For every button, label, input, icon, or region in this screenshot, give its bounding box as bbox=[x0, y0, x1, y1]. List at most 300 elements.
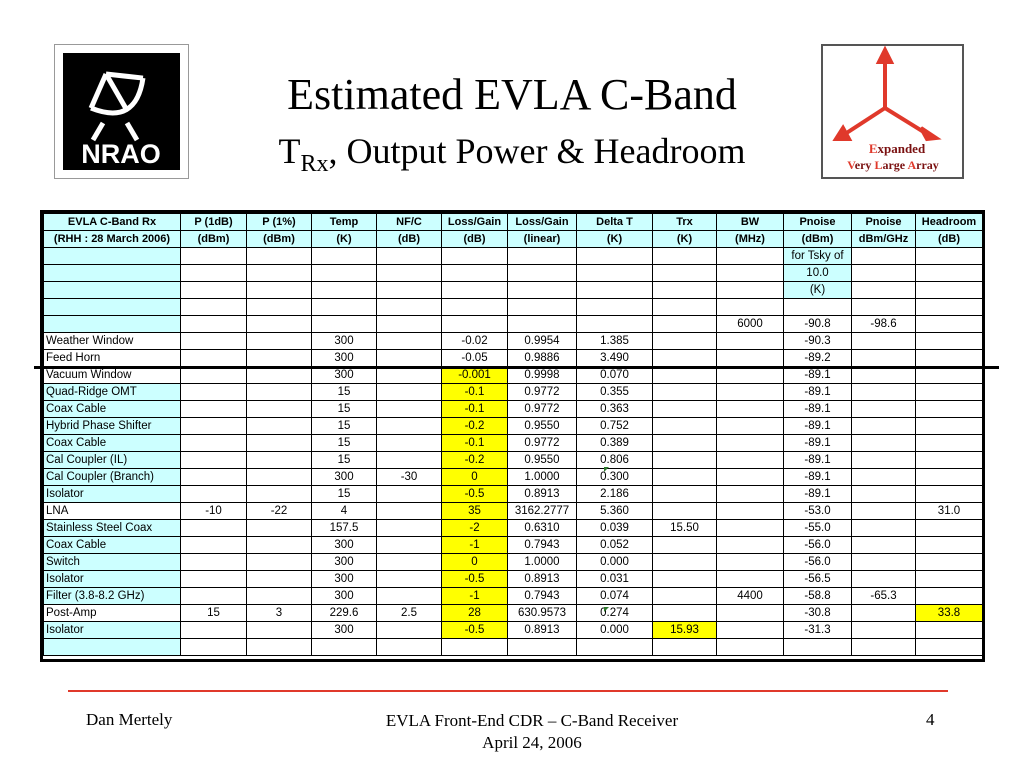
table-cell: -55.0 bbox=[784, 520, 852, 537]
table-cell bbox=[916, 248, 983, 265]
table-cell bbox=[717, 503, 784, 520]
table-cell bbox=[247, 367, 312, 384]
table-cell bbox=[377, 418, 442, 435]
table-cell bbox=[181, 401, 247, 418]
table-cell: -65.3 bbox=[852, 588, 916, 605]
table-cell bbox=[181, 588, 247, 605]
table-cell: 15 bbox=[312, 418, 377, 435]
column-unit: (K) bbox=[312, 231, 377, 248]
table-cell bbox=[717, 418, 784, 435]
table-row bbox=[44, 299, 983, 316]
table-cell bbox=[653, 384, 717, 401]
table-cell bbox=[577, 282, 653, 299]
table-cell: Cal Coupler (Branch) bbox=[44, 469, 181, 486]
table-cell bbox=[247, 350, 312, 367]
column-unit: dBm/GHz bbox=[852, 231, 916, 248]
table-cell: -89.1 bbox=[784, 384, 852, 401]
column-header: BW bbox=[717, 214, 784, 231]
table-cell bbox=[653, 605, 717, 622]
table-cell bbox=[247, 452, 312, 469]
table-row bbox=[44, 401, 983, 418]
table-cell bbox=[916, 588, 983, 605]
table-cell bbox=[181, 333, 247, 350]
table-cell: 0.9772 bbox=[508, 384, 577, 401]
column-unit: (dB) bbox=[377, 231, 442, 248]
footer-date: April 24, 2006 bbox=[482, 733, 582, 752]
table-cell: 0.8913 bbox=[508, 571, 577, 588]
table-cell bbox=[181, 537, 247, 554]
table-row bbox=[44, 418, 983, 435]
table-cell: Switch bbox=[44, 554, 181, 571]
table-cell: -89.1 bbox=[784, 418, 852, 435]
nrao-logo-text: NRAO bbox=[81, 139, 161, 169]
table-row bbox=[44, 248, 983, 265]
table-cell: Isolator bbox=[44, 571, 181, 588]
table-cell bbox=[717, 571, 784, 588]
table-cell: 5.360 bbox=[577, 503, 653, 520]
table-cell bbox=[377, 299, 442, 316]
slide-title: Estimated EVLA C-Band bbox=[287, 70, 737, 119]
table-cell bbox=[717, 282, 784, 299]
table-cell bbox=[577, 248, 653, 265]
table-cell: -89.1 bbox=[784, 367, 852, 384]
table-cell bbox=[916, 571, 983, 588]
table-cell: 3 bbox=[247, 605, 312, 622]
table-cell bbox=[916, 537, 983, 554]
table-cell: 3162.2777 bbox=[508, 503, 577, 520]
table-cell bbox=[717, 299, 784, 316]
table-cell: 229.6 bbox=[312, 605, 377, 622]
table-cell bbox=[653, 469, 717, 486]
table-cell bbox=[653, 588, 717, 605]
table-row bbox=[44, 503, 983, 520]
table-cell bbox=[312, 248, 377, 265]
table-cell: 33.8 bbox=[916, 605, 983, 622]
table-cell bbox=[247, 622, 312, 639]
table-cell: 300 bbox=[312, 588, 377, 605]
table-cell bbox=[653, 282, 717, 299]
column-header: Delta T bbox=[577, 214, 653, 231]
column-header: EVLA C-Band Rx bbox=[44, 214, 181, 231]
table-row bbox=[44, 435, 983, 452]
table-cell bbox=[181, 435, 247, 452]
table-cell bbox=[916, 486, 983, 503]
table-cell bbox=[717, 605, 784, 622]
table-cell bbox=[377, 282, 442, 299]
column-unit: (MHz) bbox=[717, 231, 784, 248]
column-header: P (1dB) bbox=[181, 214, 247, 231]
table-cell: 300 bbox=[312, 469, 377, 486]
table-cell bbox=[852, 537, 916, 554]
table-cell: -0.001 bbox=[442, 367, 508, 384]
table-cell bbox=[181, 265, 247, 282]
table-cell: Vacuum Window bbox=[44, 367, 181, 384]
table-cell bbox=[377, 486, 442, 503]
table-cell bbox=[247, 537, 312, 554]
table-cell bbox=[181, 469, 247, 486]
table-cell bbox=[247, 299, 312, 316]
table-cell: -98.6 bbox=[852, 316, 916, 333]
table-row bbox=[44, 588, 983, 605]
column-header: P (1%) bbox=[247, 214, 312, 231]
table-cell bbox=[852, 486, 916, 503]
column-header: Temp bbox=[312, 214, 377, 231]
table-cell bbox=[508, 299, 577, 316]
footer-event: EVLA Front-End CDR – C-Band Receiver bbox=[385, 711, 679, 730]
table-cell: -31.3 bbox=[784, 622, 852, 639]
table-cell bbox=[247, 384, 312, 401]
table-cell bbox=[44, 639, 181, 656]
table-row bbox=[44, 384, 983, 401]
table-cell bbox=[181, 282, 247, 299]
table-cell: -2 bbox=[442, 520, 508, 537]
table-cell bbox=[653, 401, 717, 418]
table-cell: 630.9573 bbox=[508, 605, 577, 622]
table-cell: 1.0000 bbox=[508, 554, 577, 571]
table-cell bbox=[852, 622, 916, 639]
table-cell bbox=[247, 469, 312, 486]
table-cell bbox=[247, 588, 312, 605]
table-cell bbox=[916, 316, 983, 333]
table-cell: 15 bbox=[181, 605, 247, 622]
table-cell: 0.806 bbox=[577, 452, 653, 469]
table-cell bbox=[577, 299, 653, 316]
table-cell bbox=[312, 282, 377, 299]
table-cell bbox=[44, 316, 181, 333]
table-cell bbox=[312, 265, 377, 282]
table-row bbox=[44, 333, 983, 350]
table-cell bbox=[852, 605, 916, 622]
table-cell: -0.05 bbox=[442, 350, 508, 367]
table-cell bbox=[181, 571, 247, 588]
table-cell: 0.9550 bbox=[508, 452, 577, 469]
table-cell bbox=[377, 367, 442, 384]
table-cell: 0.389 bbox=[577, 435, 653, 452]
table-cell: 0.9998 bbox=[508, 367, 577, 384]
table-cell bbox=[717, 452, 784, 469]
table-cell bbox=[653, 316, 717, 333]
table-cell bbox=[442, 299, 508, 316]
table-cell: 6000 bbox=[717, 316, 784, 333]
table-cell bbox=[653, 639, 717, 656]
table-cell: 0.300 bbox=[577, 469, 653, 486]
table-cell bbox=[377, 503, 442, 520]
table-cell: 15.50 bbox=[653, 520, 717, 537]
spreadsheet-table bbox=[40, 210, 985, 662]
table-cell bbox=[247, 571, 312, 588]
table-cell bbox=[312, 299, 377, 316]
table-cell bbox=[653, 418, 717, 435]
table-cell: -90.3 bbox=[784, 333, 852, 350]
table-cell bbox=[377, 622, 442, 639]
table-cell: 4 bbox=[312, 503, 377, 520]
table-row bbox=[44, 469, 983, 486]
table-cell bbox=[377, 248, 442, 265]
table-cell bbox=[653, 265, 717, 282]
table-cell bbox=[181, 452, 247, 469]
table-cell bbox=[377, 316, 442, 333]
table-cell bbox=[653, 248, 717, 265]
table-cell: Coax Cable bbox=[44, 435, 181, 452]
table-cell bbox=[44, 248, 181, 265]
table-cell: -0.2 bbox=[442, 418, 508, 435]
table-cell bbox=[717, 333, 784, 350]
table-cell bbox=[784, 299, 852, 316]
table-cell bbox=[717, 350, 784, 367]
table-cell bbox=[508, 248, 577, 265]
table-cell: 0.8913 bbox=[508, 486, 577, 503]
table-row bbox=[44, 367, 983, 384]
table-cell: for Tsky of bbox=[784, 248, 852, 265]
table-cell bbox=[247, 333, 312, 350]
table-cell bbox=[717, 401, 784, 418]
table-cell bbox=[181, 639, 247, 656]
table-cell: -0.5 bbox=[442, 486, 508, 503]
table-cell: 0.052 bbox=[577, 537, 653, 554]
table-cell bbox=[916, 622, 983, 639]
footer-divider bbox=[68, 690, 948, 692]
svg-text:Very Large Array: Very Large Array bbox=[847, 158, 939, 172]
table-cell bbox=[916, 401, 983, 418]
table-cell bbox=[916, 469, 983, 486]
table-cell bbox=[377, 571, 442, 588]
table-cell bbox=[181, 554, 247, 571]
table-cell bbox=[247, 401, 312, 418]
table-cell bbox=[181, 367, 247, 384]
table-cell bbox=[916, 282, 983, 299]
table-cell: -56.0 bbox=[784, 537, 852, 554]
table-cell bbox=[653, 367, 717, 384]
table-cell bbox=[852, 350, 916, 367]
table-cell bbox=[916, 639, 983, 656]
table-cell: -89.1 bbox=[784, 435, 852, 452]
table-cell: 300 bbox=[312, 537, 377, 554]
table-cell bbox=[852, 503, 916, 520]
table-cell: 15 bbox=[312, 486, 377, 503]
table-cell: Stainless Steel Coax bbox=[44, 520, 181, 537]
table-cell bbox=[247, 435, 312, 452]
table-cell: 300 bbox=[312, 571, 377, 588]
column-unit: (dBm) bbox=[181, 231, 247, 248]
table-cell: Quad-Ridge OMT bbox=[44, 384, 181, 401]
table-cell bbox=[577, 265, 653, 282]
table-cell: 2.5 bbox=[377, 605, 442, 622]
table-cell bbox=[717, 537, 784, 554]
table-cell: 0.7943 bbox=[508, 588, 577, 605]
table-cell bbox=[916, 367, 983, 384]
slide-rule-top bbox=[34, 366, 999, 369]
table-cell bbox=[247, 486, 312, 503]
table-cell: -30 bbox=[377, 469, 442, 486]
table-row bbox=[44, 639, 983, 656]
table-cell bbox=[717, 367, 784, 384]
table-cell bbox=[181, 316, 247, 333]
comment-marker bbox=[604, 607, 609, 612]
table-cell bbox=[916, 384, 983, 401]
table-row bbox=[44, 350, 983, 367]
table-cell: 0.000 bbox=[577, 554, 653, 571]
table-cell: 0 bbox=[442, 469, 508, 486]
table-cell: -0.5 bbox=[442, 571, 508, 588]
table-cell bbox=[852, 469, 916, 486]
table-cell bbox=[247, 554, 312, 571]
table-cell: 0.363 bbox=[577, 401, 653, 418]
column-header: Headroom bbox=[916, 214, 983, 231]
table-cell bbox=[653, 554, 717, 571]
table-row bbox=[44, 554, 983, 571]
table-cell bbox=[247, 282, 312, 299]
table-cell: -0.02 bbox=[442, 333, 508, 350]
table-cell: (K) bbox=[784, 282, 852, 299]
table-cell bbox=[247, 265, 312, 282]
table-cell: 31.0 bbox=[916, 503, 983, 520]
table-cell bbox=[181, 486, 247, 503]
table-cell: Weather Window bbox=[44, 333, 181, 350]
table-cell: 300 bbox=[312, 367, 377, 384]
table-cell bbox=[312, 639, 377, 656]
slide-subtitle: $T_{Rx}$, Output Power & Headroom bbox=[278, 131, 746, 177]
column-header: Loss/Gain bbox=[442, 214, 508, 231]
column-header: Trx bbox=[653, 214, 717, 231]
table-cell: 10.0 bbox=[784, 265, 852, 282]
table-cell: -58.8 bbox=[784, 588, 852, 605]
table-cell: 0.6310 bbox=[508, 520, 577, 537]
column-header: Loss/Gain bbox=[508, 214, 577, 231]
table-cell bbox=[508, 639, 577, 656]
table-row bbox=[44, 486, 983, 503]
table-cell bbox=[717, 554, 784, 571]
table-cell: 15 bbox=[312, 384, 377, 401]
table-row bbox=[44, 571, 983, 588]
comment-marker bbox=[604, 467, 609, 472]
table-cell bbox=[916, 350, 983, 367]
table-cell: 0.9954 bbox=[508, 333, 577, 350]
table-cell bbox=[852, 452, 916, 469]
table-cell: -22 bbox=[247, 503, 312, 520]
table-cell: 0.752 bbox=[577, 418, 653, 435]
table-cell bbox=[377, 350, 442, 367]
table-cell bbox=[181, 299, 247, 316]
header-row bbox=[44, 214, 983, 231]
table-cell: Coax Cable bbox=[44, 537, 181, 554]
table-cell bbox=[377, 520, 442, 537]
table-cell bbox=[852, 333, 916, 350]
footer-author: Dan Mertely bbox=[86, 710, 173, 729]
table-cell bbox=[653, 333, 717, 350]
table-cell bbox=[916, 265, 983, 282]
table-cell bbox=[852, 418, 916, 435]
table-cell: Feed Horn bbox=[44, 350, 181, 367]
table-cell: 15.93 bbox=[653, 622, 717, 639]
column-header: NF/C bbox=[377, 214, 442, 231]
table-cell bbox=[442, 316, 508, 333]
table-cell bbox=[247, 520, 312, 537]
table-cell bbox=[442, 265, 508, 282]
table-cell bbox=[377, 401, 442, 418]
table-cell bbox=[377, 588, 442, 605]
table-cell: -10 bbox=[181, 503, 247, 520]
table-cell bbox=[653, 299, 717, 316]
table-row bbox=[44, 537, 983, 554]
table-cell bbox=[784, 639, 852, 656]
table-cell bbox=[717, 435, 784, 452]
table-cell: 300 bbox=[312, 333, 377, 350]
table-cell bbox=[181, 622, 247, 639]
table-cell bbox=[508, 316, 577, 333]
table-cell bbox=[852, 520, 916, 537]
table-cell: 1.385 bbox=[577, 333, 653, 350]
table-cell bbox=[181, 384, 247, 401]
column-unit: (dB) bbox=[916, 231, 983, 248]
table-cell bbox=[377, 537, 442, 554]
table-cell bbox=[247, 418, 312, 435]
table-cell: 0.9886 bbox=[508, 350, 577, 367]
table-cell: 15 bbox=[312, 452, 377, 469]
table-cell: Coax Cable bbox=[44, 401, 181, 418]
table-cell bbox=[377, 435, 442, 452]
table-cell bbox=[653, 350, 717, 367]
table-cell bbox=[508, 282, 577, 299]
table-cell bbox=[442, 639, 508, 656]
table-cell bbox=[717, 265, 784, 282]
table-row bbox=[44, 265, 983, 282]
table-cell: 157.5 bbox=[312, 520, 377, 537]
table-cell: 3.490 bbox=[577, 350, 653, 367]
table-cell: -0.1 bbox=[442, 384, 508, 401]
table-cell: Cal Coupler (IL) bbox=[44, 452, 181, 469]
table-cell: 0.9772 bbox=[508, 435, 577, 452]
table-cell bbox=[653, 452, 717, 469]
table-cell bbox=[852, 435, 916, 452]
table-cell: LNA bbox=[44, 503, 181, 520]
table-cell bbox=[377, 639, 442, 656]
table-cell bbox=[852, 299, 916, 316]
table-row bbox=[44, 622, 983, 639]
column-unit: (linear) bbox=[508, 231, 577, 248]
table-cell bbox=[717, 469, 784, 486]
svg-text:Expanded: Expanded bbox=[868, 141, 926, 156]
table-cell: -89.2 bbox=[784, 350, 852, 367]
table-cell: 2.186 bbox=[577, 486, 653, 503]
table-cell bbox=[852, 384, 916, 401]
table-cell bbox=[44, 299, 181, 316]
table-cell bbox=[852, 571, 916, 588]
table-cell bbox=[852, 367, 916, 384]
table-cell bbox=[852, 265, 916, 282]
table-cell bbox=[442, 282, 508, 299]
table-cell bbox=[653, 537, 717, 554]
table-cell: 0 bbox=[442, 554, 508, 571]
table-cell: 300 bbox=[312, 554, 377, 571]
table-cell bbox=[508, 265, 577, 282]
table-cell: 1.0000 bbox=[508, 469, 577, 486]
column-header: Pnoise bbox=[852, 214, 916, 231]
table-cell: -0.5 bbox=[442, 622, 508, 639]
table-cell: -0.2 bbox=[442, 452, 508, 469]
table-cell bbox=[717, 622, 784, 639]
table-cell bbox=[577, 316, 653, 333]
table-row bbox=[44, 316, 983, 333]
column-header: Pnoise bbox=[784, 214, 852, 231]
table-cell bbox=[717, 486, 784, 503]
column-unit: (K) bbox=[577, 231, 653, 248]
table-cell bbox=[653, 571, 717, 588]
table-cell bbox=[916, 435, 983, 452]
table-cell: -89.1 bbox=[784, 401, 852, 418]
table-cell: 4400 bbox=[717, 588, 784, 605]
table-cell bbox=[717, 639, 784, 656]
table-cell bbox=[916, 554, 983, 571]
